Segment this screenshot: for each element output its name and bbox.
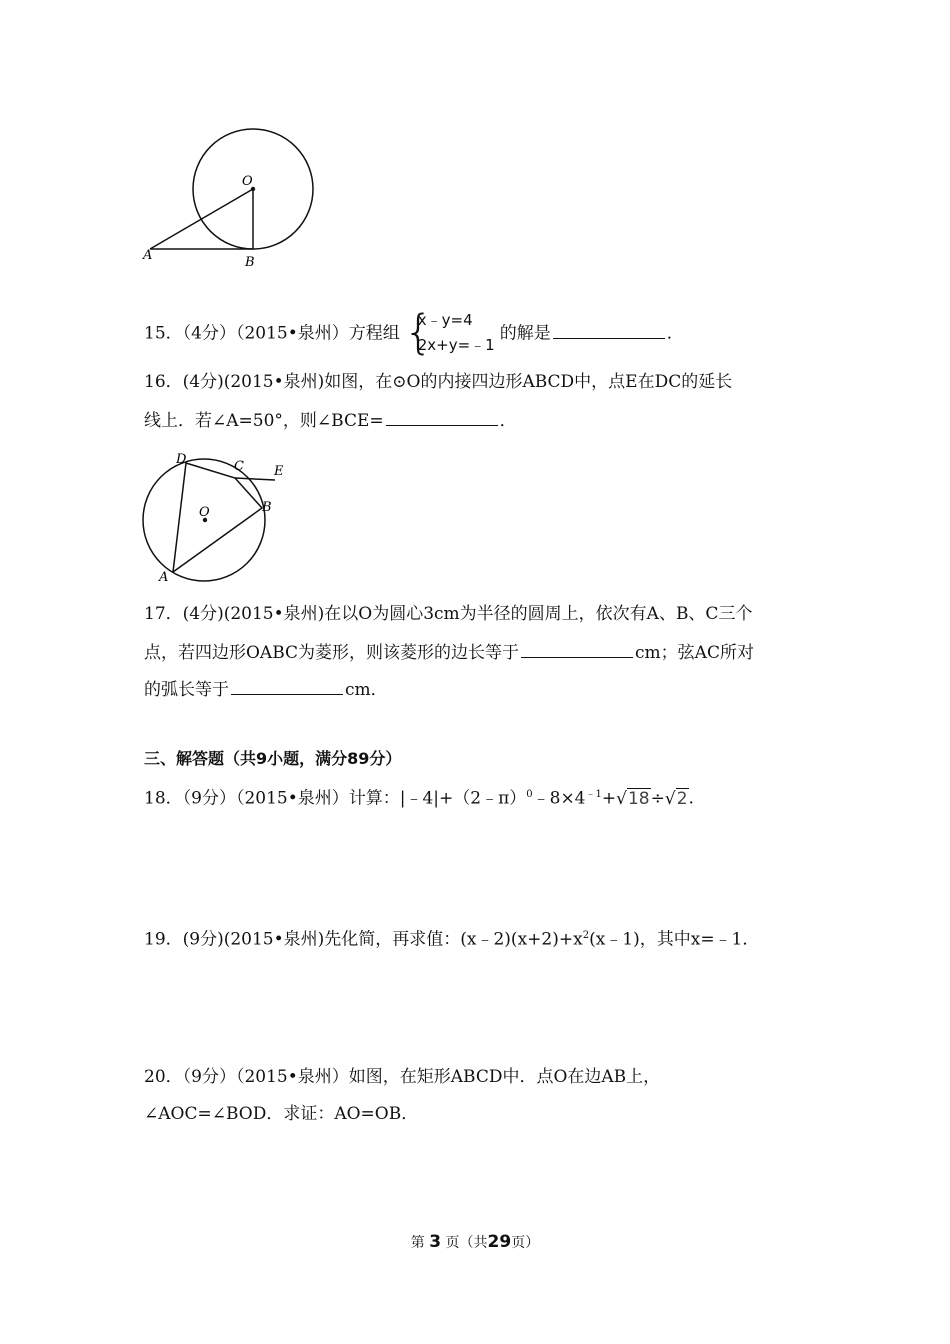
question-19 [144,926,759,950]
question-18 [144,785,694,809]
label-a: A [159,570,169,585]
footer-suffix: 页） [511,1235,540,1251]
footer-page-number: 3 [429,1232,442,1252]
circle-tangent-figure [138,125,328,270]
q18-end: . [688,788,694,809]
q16-line2-prefix: 线上．若∠A=50°，则∠BCE= [144,411,384,431]
label-b: B [262,500,272,515]
inscribed-quadrilateral-figure [138,450,298,585]
q19-suffix: (x﹣1)，其中x=﹣1． [589,929,760,950]
label-o: O [199,505,210,520]
equation-system [403,305,496,359]
question-15 [144,305,684,359]
extension-ce [235,478,275,480]
q17-line3-suffix: cm． [345,680,388,700]
equation-2: 2x+y=﹣1 [417,336,495,354]
footer-prefix: 第 [410,1235,425,1251]
question-17-line-1: 17．(4分)(2015•泉州)在以O为圆心3cm为半径的圆周上，依次有A、B、C三个 [144,604,753,624]
segment-oa [150,189,253,249]
q16-line2-suffix: ． [499,411,517,431]
question-17-line-2 [144,642,754,663]
q19-exp-2: 2 [582,930,590,941]
q18-prefix: 18．（9分）（2015•泉州）计算：|﹣4|+（2﹣π） [144,788,527,809]
question-20-line-1: 20．（9分）（2015•泉州）如图，在矩形ABCD中．点O在边AB上， [144,1067,661,1087]
q17-line2-prefix: 点，若四边形OABC为菱形，则该菱形的边长等于 [144,643,520,663]
label-e: E [274,464,284,479]
footer-middle: 页（共 [445,1235,488,1251]
equation-1: x﹣y=4 [417,311,473,329]
q15-suffix: 的解是 [499,323,551,344]
answer-blank-17b[interactable] [231,679,343,695]
question-16-line-1: 16．(4分)(2015•泉州)如图，在⊙O的内接四边形ABCD中，点E在DC的延长 [144,372,733,392]
q19-prefix: 19．(9分)(2015•泉州)先化简，再求值：(x﹣2)(x+2)+x [144,929,583,950]
q15-prefix: 15．（4分）（2015•泉州）方程组 [144,323,400,344]
q17-line2-suffix: cm；弦AC所对 [635,643,754,663]
question-20-line-2: ∠AOC=∠BOD．求证：AO=OB． [144,1104,419,1124]
footer-total-pages: 29 [487,1232,512,1252]
q18-exp-0: 0 [526,789,533,800]
q18-div: ÷ [650,788,665,809]
label-a: A [143,248,153,263]
q18-plus: + [601,788,617,809]
brace-glyph: { [403,305,434,359]
q18-mid: ﹣8×4 [532,788,586,809]
answer-blank-16[interactable] [386,410,498,426]
question-16-line-2 [144,410,517,431]
question-17-line-3 [144,679,388,700]
answer-blank-17a[interactable] [521,642,633,658]
q15-end: ． [666,323,684,344]
radicand-18: 18 [627,788,650,809]
q18-exp-neg1: ﹣1 [585,789,602,800]
label-d: D [176,452,187,467]
label-o: O [242,174,253,189]
sqrt-18: √18 [616,788,650,809]
sqrt-2: √2 [664,788,688,809]
answer-blank-15[interactable] [553,323,665,339]
section-heading: 三、解答题（共9小题，满分89分） [144,749,402,768]
label-b: B [245,255,255,270]
q17-line3-prefix: 的弧长等于 [144,680,229,700]
radicand-2: 2 [676,788,688,809]
label-c: C [234,459,244,474]
page-footer [0,1232,950,1252]
